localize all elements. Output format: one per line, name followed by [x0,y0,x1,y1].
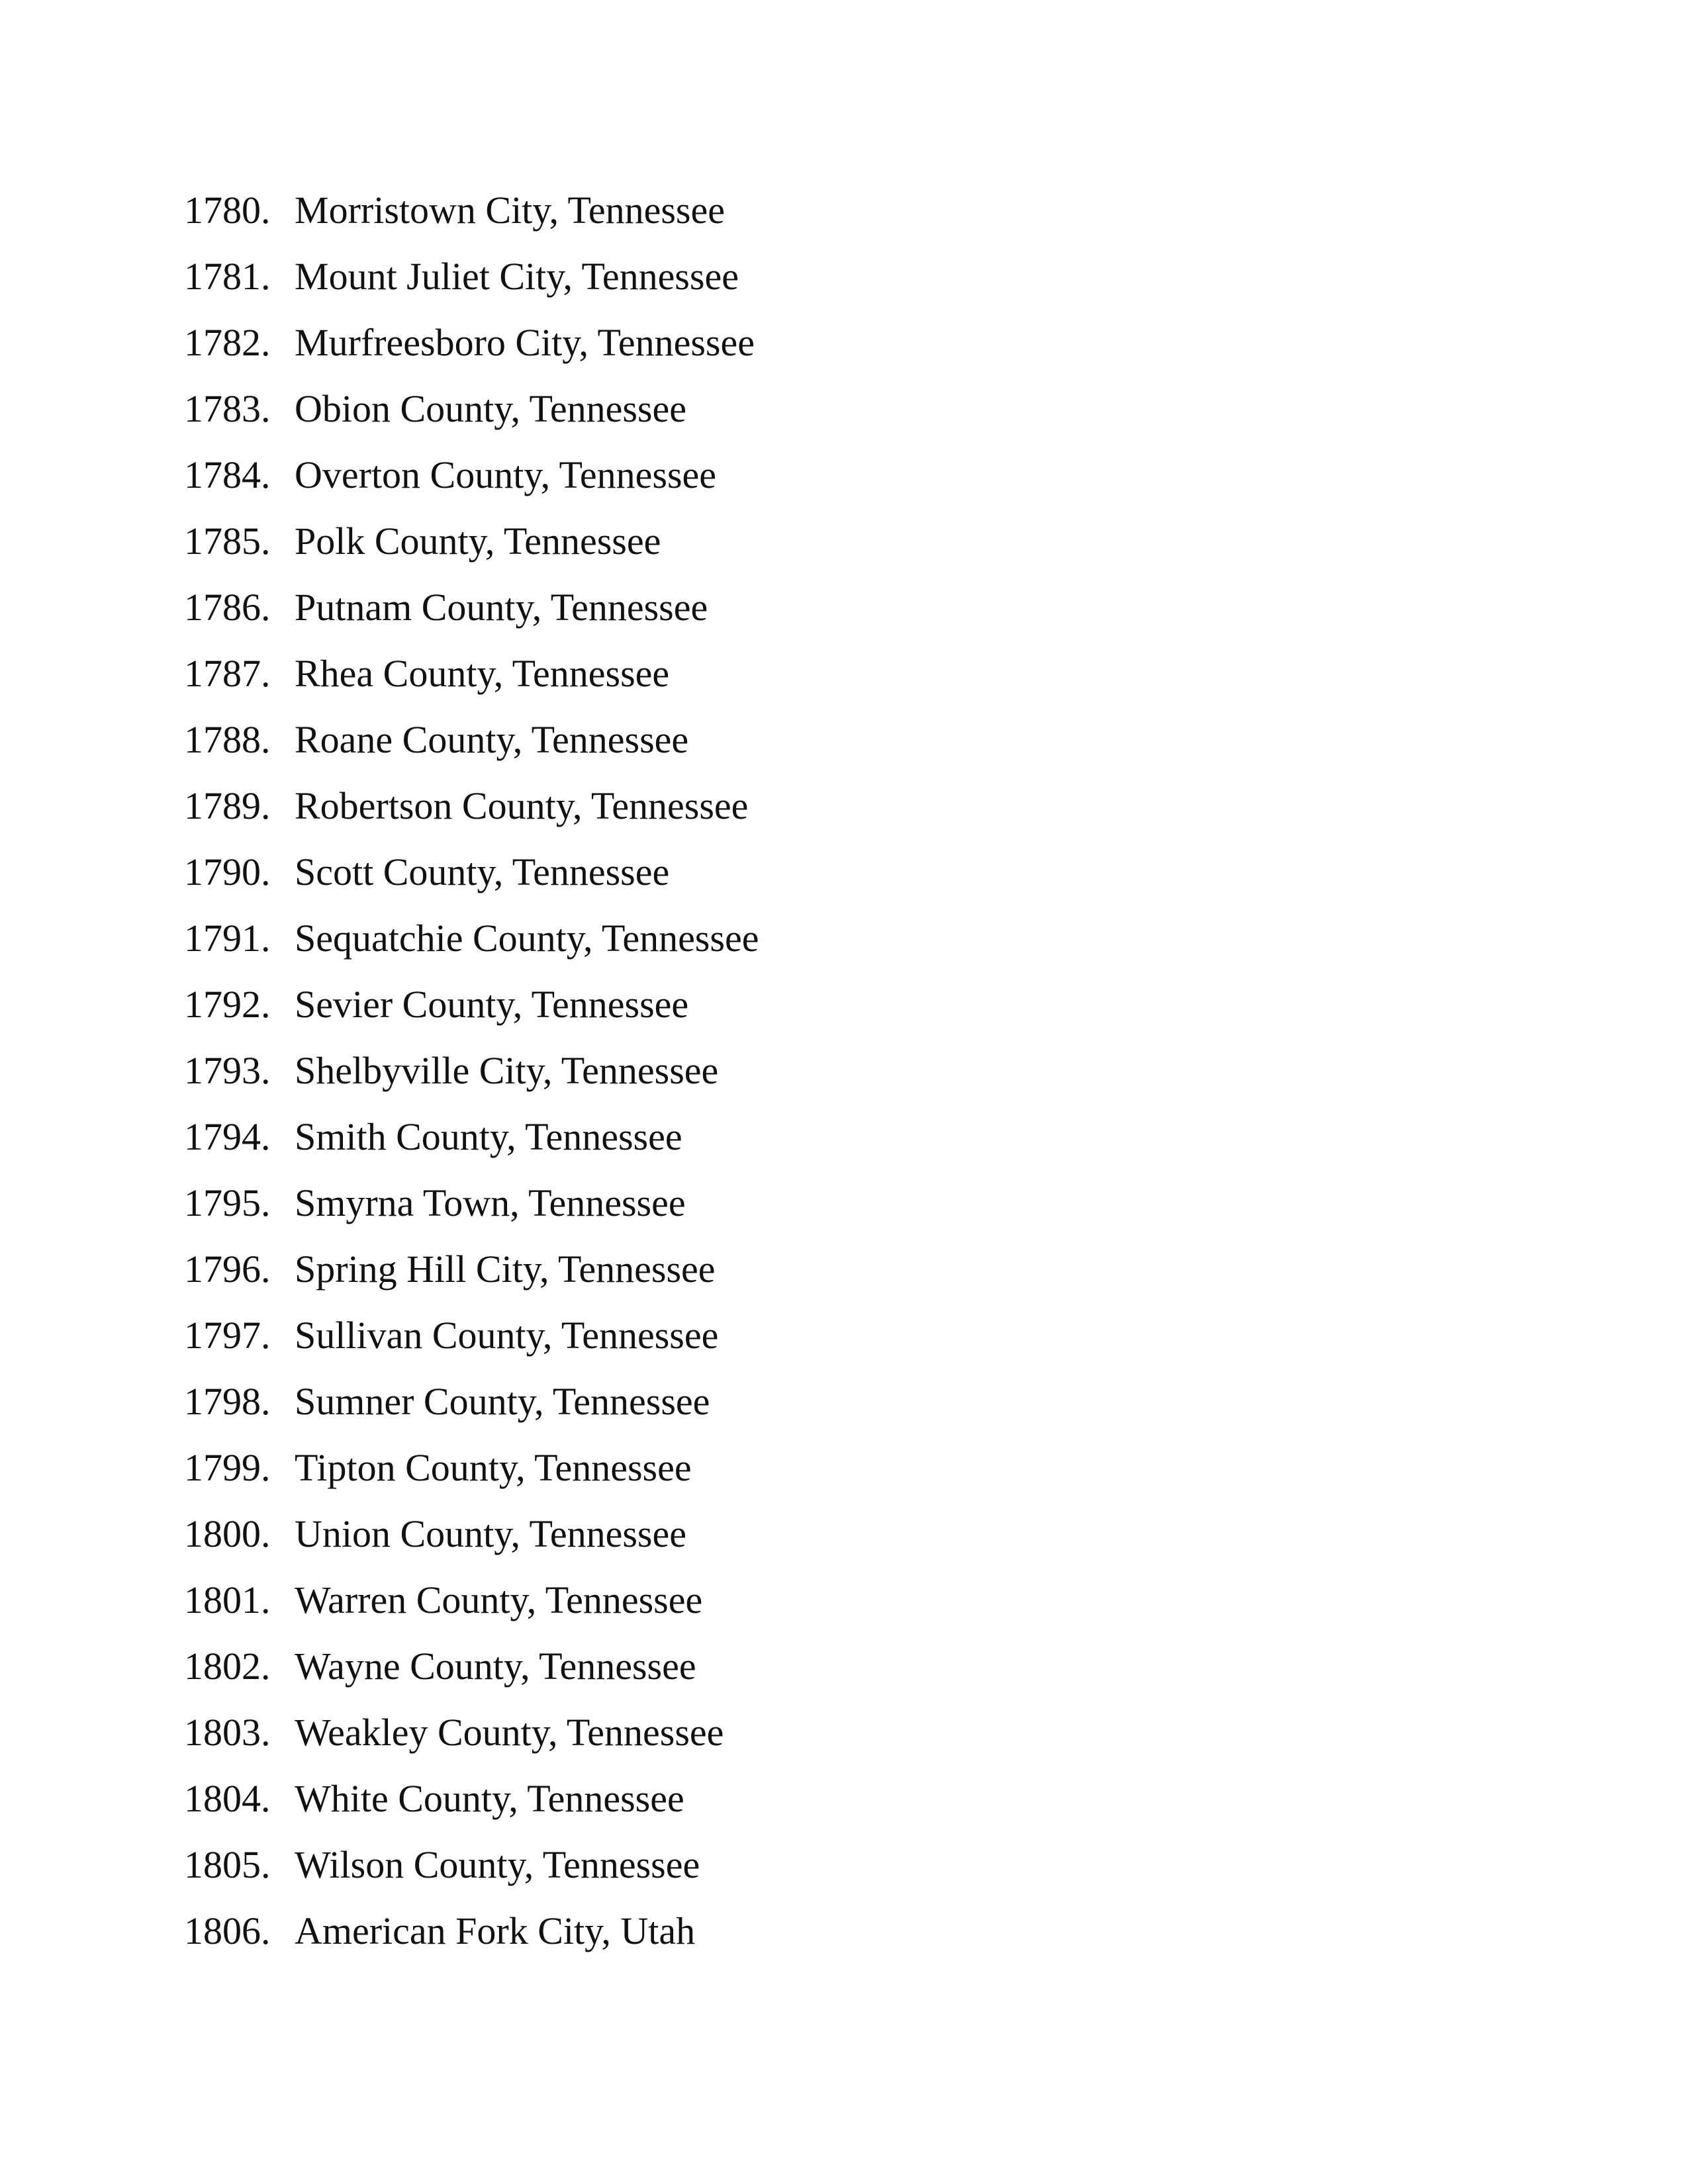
entry-name: Robertson County, Tennessee [295,784,749,827]
entry-name: White County, Tennessee [295,1777,684,1820]
entry-number: 1783. [184,387,271,430]
entry-name: Roane County, Tennessee [295,718,689,761]
entry-number: 1801. [184,1578,271,1621]
entry-name: Morristown City, Tennessee [295,189,725,232]
entry-name: Wilson County, Tennessee [295,1843,700,1886]
entry-name: Mount Juliet City, Tennessee [295,255,739,298]
entry-number: 1780. [184,189,271,232]
entry-number: 1803. [184,1711,271,1754]
entry-name: Union County, Tennessee [295,1512,686,1555]
entry-number: 1792. [184,983,271,1026]
entry-name: Obion County, Tennessee [295,387,686,430]
entry-number: 1798. [184,1380,271,1423]
entry-name: Polk County, Tennessee [295,520,661,563]
entry-number: 1797. [184,1314,271,1357]
entry-name: Smith County, Tennessee [295,1115,682,1158]
entry-name: Overton County, Tennessee [295,453,717,496]
entry-number: 1787. [184,652,271,695]
entry-name: Smyrna Town, Tennessee [295,1181,686,1224]
entry-number: 1788. [184,718,271,761]
entry-name: Rhea County, Tennessee [295,652,670,695]
entry-number: 1796. [184,1248,271,1291]
entry-name: Warren County, Tennessee [295,1578,703,1621]
entry-number: 1786. [184,586,271,629]
entry-number: 1795. [184,1181,271,1224]
entry-number: 1781. [184,255,271,298]
entry-name: Shelbyville City, Tennessee [295,1049,719,1092]
entry-number: 1804. [184,1777,271,1820]
entry-name: Sequatchie County, Tennessee [295,917,759,960]
entry-number: 1782. [184,321,271,364]
entry-number: 1794. [184,1115,271,1158]
entry-name: Sumner County, Tennessee [295,1380,710,1423]
entry-name: Weakley County, Tennessee [295,1711,724,1754]
entry-number: 1805. [184,1843,271,1886]
entry-number: 1802. [184,1645,271,1688]
entry-name: Putnam County, Tennessee [295,586,708,629]
entry-number: 1789. [184,784,271,827]
entry-name: American Fork City, Utah [295,1909,696,1952]
entry-name: Scott County, Tennessee [295,850,670,893]
entry-name: Tipton County, Tennessee [295,1446,692,1489]
entry-number: 1793. [184,1049,271,1092]
entry-number: 1790. [184,850,271,893]
entry-number: 1806. [184,1909,271,1952]
entry-number: 1799. [184,1446,271,1489]
entry-number: 1800. [184,1512,271,1555]
entry-name: Wayne County, Tennessee [295,1645,696,1688]
entry-number: 1784. [184,453,271,496]
entry-name: Sevier County, Tennessee [295,983,689,1026]
entry-number: 1785. [184,520,271,563]
entry-number: 1791. [184,917,271,960]
entry-name: Spring Hill City, Tennessee [295,1248,716,1291]
entry-name: Murfreesboro City, Tennessee [295,321,755,364]
entry-name: Sullivan County, Tennessee [295,1314,719,1357]
